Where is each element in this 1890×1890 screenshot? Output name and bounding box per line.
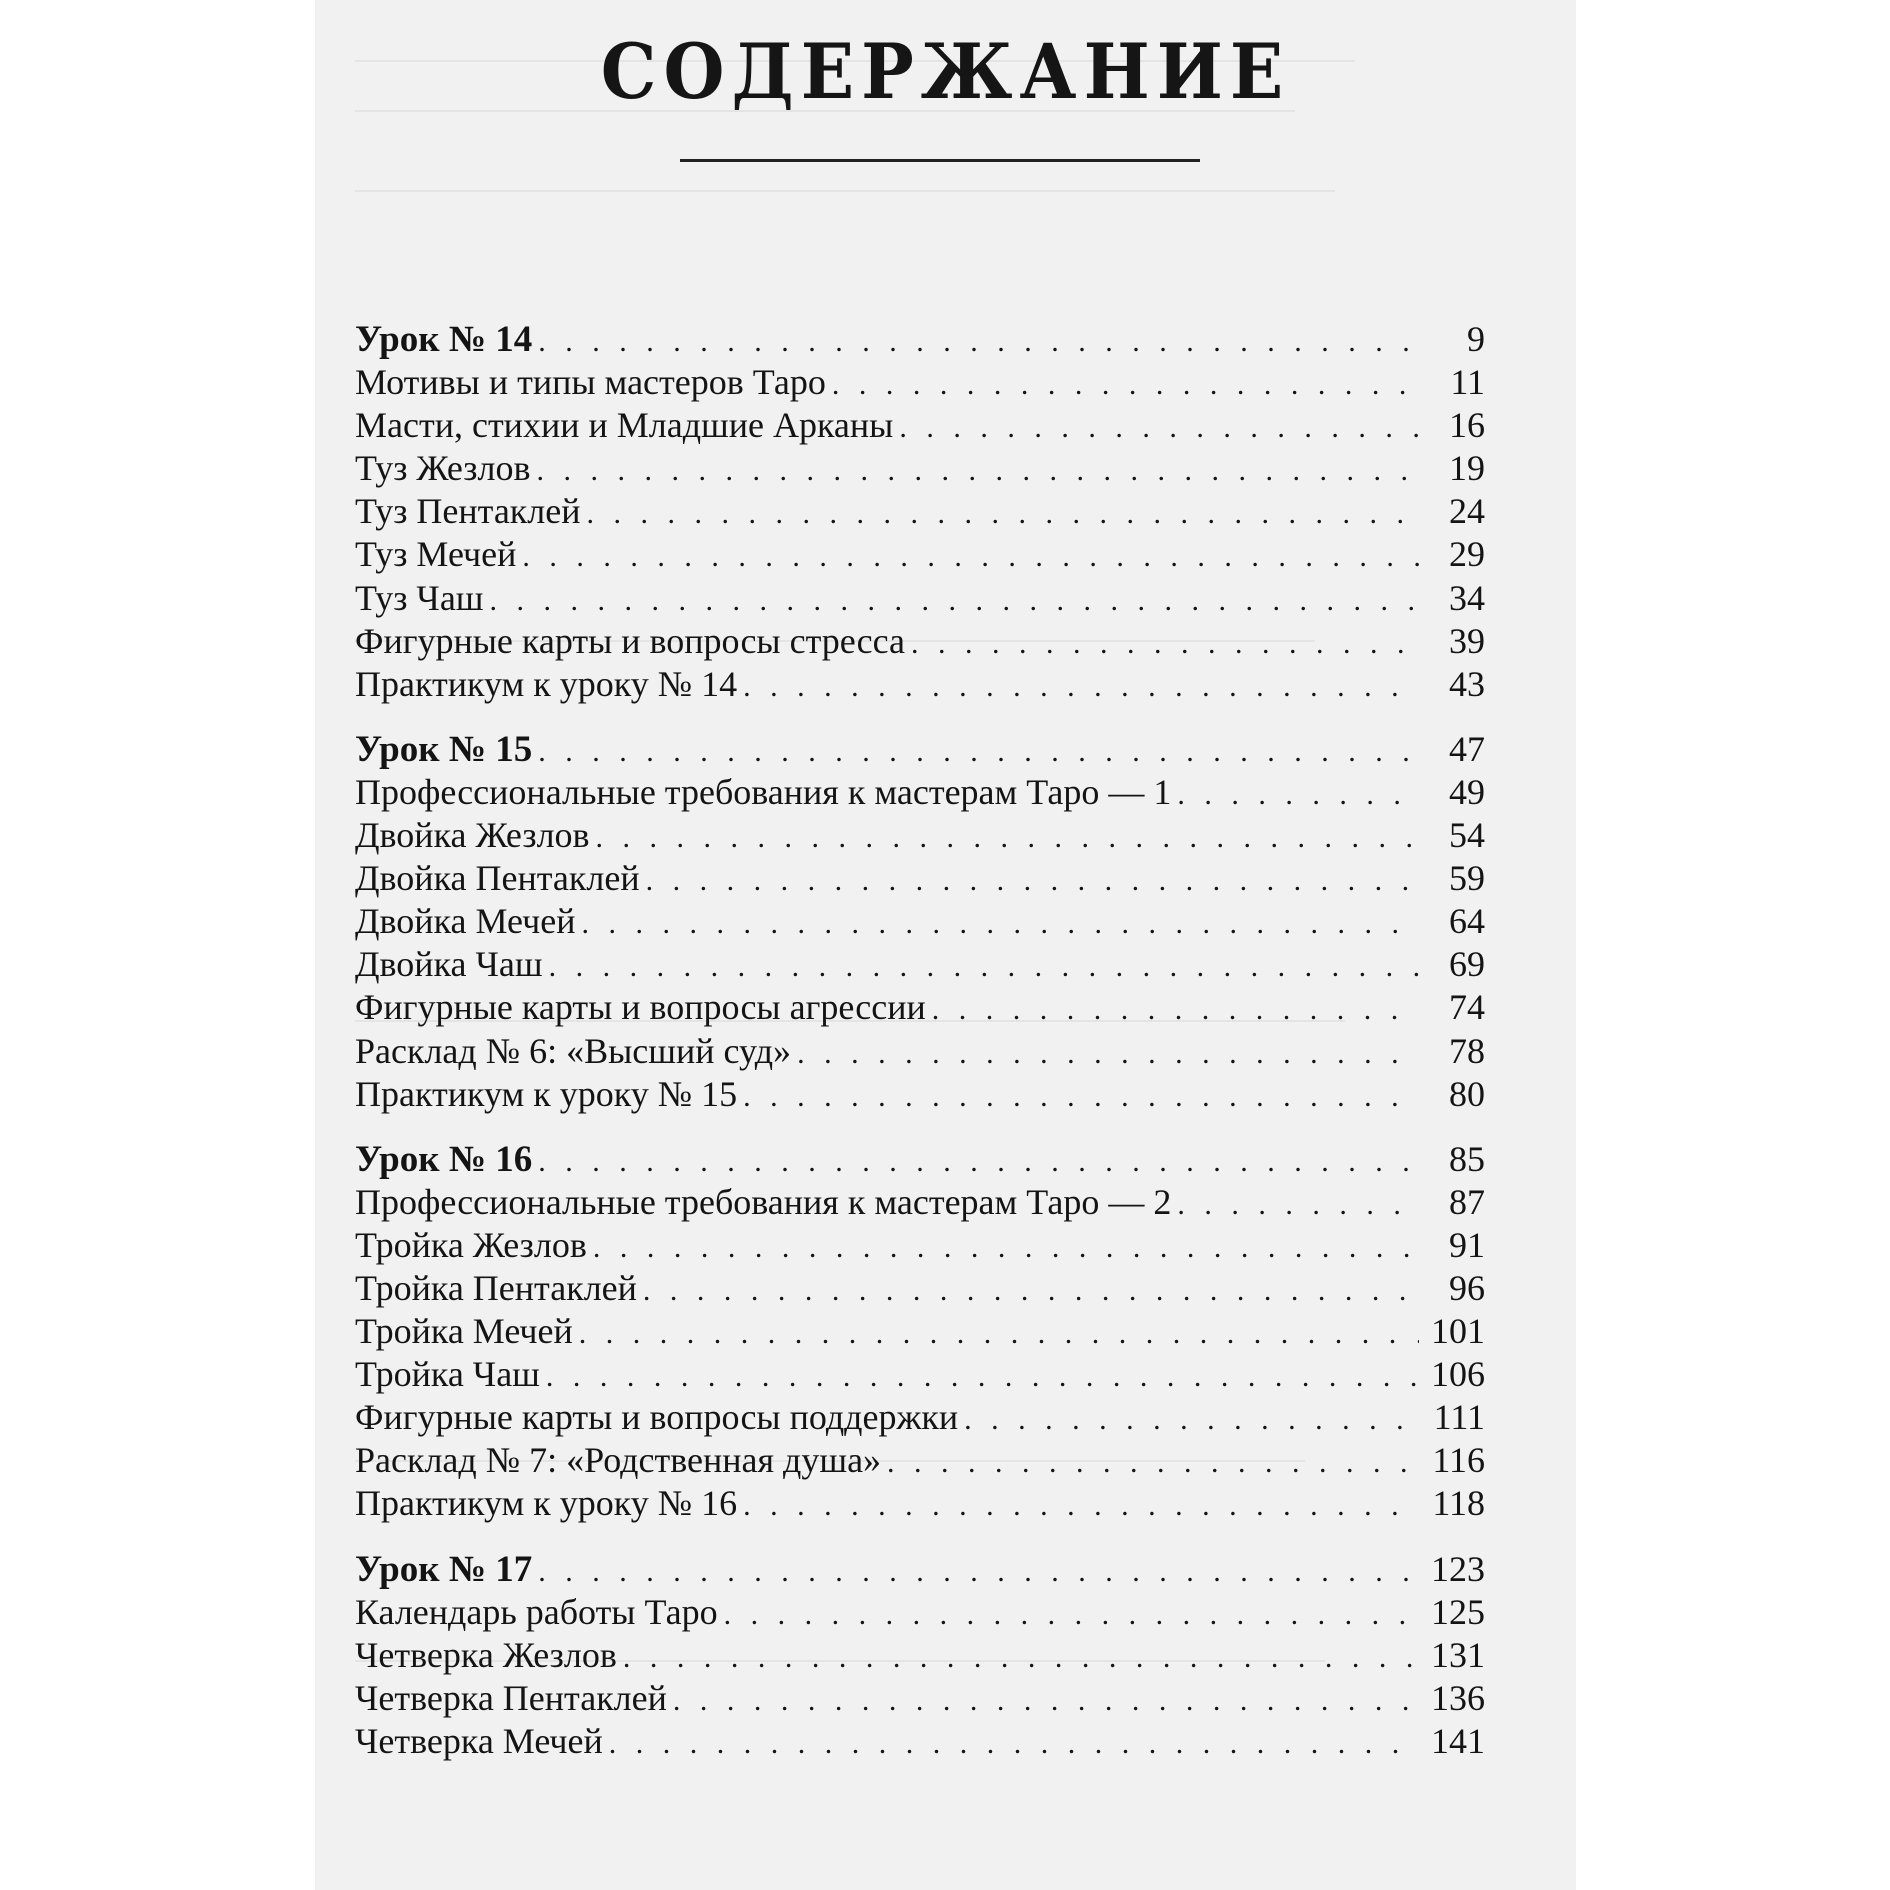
dot-leader — [549, 945, 1419, 988]
dot-leader — [522, 535, 1419, 578]
toc-entry-label: Урок № 15 — [355, 728, 533, 770]
toc-page-number: 78 — [1449, 1030, 1485, 1071]
toc-entry-label: Масти, стихии и Младшие Арканы — [355, 405, 894, 446]
toc-page-number: 91 — [1449, 1224, 1485, 1265]
dot-leader — [743, 665, 1419, 708]
toc-entry[interactable] — [355, 1310, 1485, 1353]
toc-entry[interactable] — [355, 1720, 1485, 1763]
dot-leader — [899, 406, 1419, 449]
dot-leader — [743, 1484, 1419, 1527]
toc-entry[interactable] — [355, 663, 1485, 706]
toc-entry-label: Двойка Пентаклей — [355, 858, 640, 899]
toc-section — [355, 1138, 1485, 1526]
toc-entry[interactable] — [355, 1224, 1485, 1267]
dot-leader — [911, 622, 1419, 665]
dot-leader — [743, 1075, 1419, 1118]
toc-section — [355, 1548, 1485, 1763]
dot-leader — [596, 816, 1419, 859]
toc-entry[interactable] — [355, 447, 1485, 490]
dot-leader — [1177, 1183, 1419, 1226]
dot-leader — [964, 1398, 1419, 1441]
toc-entry-label: Расклад № 7: «Родственная душа» — [355, 1440, 882, 1481]
dot-leader — [538, 1140, 1419, 1183]
page-title: СОДЕРЖАНИЕ — [600, 26, 1291, 117]
toc-entry[interactable] — [355, 404, 1485, 447]
toc-entry-label: Урок № 17 — [355, 1548, 533, 1590]
toc-entry[interactable] — [355, 1353, 1485, 1396]
toc-entry-label: Календарь работы Таро — [355, 1591, 718, 1632]
toc-page-number: 24 — [1449, 491, 1485, 532]
dot-leader — [797, 1032, 1419, 1075]
toc-entry[interactable] — [355, 533, 1485, 576]
dot-leader — [546, 1355, 1419, 1398]
toc-entry[interactable] — [355, 900, 1485, 943]
toc-section — [355, 728, 1485, 1116]
toc-page-number: 116 — [1432, 1440, 1485, 1481]
toc-entry[interactable] — [355, 857, 1485, 900]
toc-page-number: 11 — [1450, 362, 1485, 403]
dot-leader — [579, 1312, 1419, 1355]
dot-leader — [832, 363, 1419, 406]
toc-entry-label: Тройка Жезлов — [355, 1224, 587, 1265]
toc-entry[interactable] — [355, 1267, 1485, 1310]
dot-leader — [609, 1722, 1419, 1765]
dot-leader — [587, 492, 1419, 535]
toc-entry[interactable] — [355, 620, 1485, 663]
toc-page-number: 69 — [1449, 944, 1485, 985]
toc-entry-label: Фигурные карты и вопросы поддержки — [355, 1397, 959, 1438]
toc-page-number: 43 — [1449, 663, 1485, 704]
toc-page-number: 80 — [1449, 1073, 1485, 1114]
bleed-through-line — [355, 190, 1335, 192]
dot-leader — [593, 1226, 1419, 1269]
toc-page-number: 59 — [1449, 858, 1485, 899]
toc-entry-label: Практикум к уроку № 15 — [355, 1073, 738, 1114]
toc-entry-label: Тройка Пентаклей — [355, 1267, 637, 1308]
dot-leader — [490, 579, 1419, 622]
toc-entry-label: Расклад № 6: «Высший суд» — [355, 1030, 792, 1071]
toc-page-number: 39 — [1449, 620, 1485, 661]
toc-entry[interactable] — [355, 1030, 1485, 1073]
toc-page-number: 16 — [1449, 405, 1485, 446]
dot-leader — [538, 1550, 1419, 1593]
toc-page-number: 47 — [1449, 728, 1485, 769]
toc-entry-label: Тройка Мечей — [355, 1311, 573, 1352]
toc-entry[interactable] — [355, 1439, 1485, 1482]
dot-leader — [581, 902, 1419, 945]
toc-entry-label: Фигурные карты и вопросы стресса — [355, 620, 906, 661]
toc-entry-label: Урок № 14 — [355, 319, 533, 360]
toc-page-number: 19 — [1449, 448, 1485, 489]
toc-section — [355, 318, 1485, 706]
toc-entry-label: Четверка Пентаклей — [355, 1677, 667, 1718]
toc-page-number: 101 — [1431, 1311, 1485, 1352]
toc-page-number: 96 — [1449, 1267, 1485, 1308]
title-underline — [680, 159, 1200, 162]
toc-page-number: 123 — [1431, 1548, 1485, 1589]
toc-lesson-heading[interactable] — [355, 1138, 1485, 1181]
toc-entry-label: Четверка Мечей — [355, 1720, 603, 1761]
toc-entry[interactable] — [355, 1634, 1485, 1677]
toc-entry-label: Туз Пентаклей — [355, 491, 581, 532]
dot-leader — [643, 1269, 1419, 1312]
toc-page-number: 34 — [1449, 577, 1485, 618]
toc-page-number: 9 — [1467, 319, 1485, 359]
toc-page-number: 49 — [1449, 771, 1485, 812]
toc-page-number: 111 — [1433, 1397, 1485, 1438]
dot-leader — [538, 730, 1419, 773]
toc-entry-label: Двойка Жезлов — [355, 815, 590, 856]
toc-entry-label: Профессиональные требования к мастерам Таро — 2 — [355, 1181, 1172, 1222]
toc-entry[interactable] — [355, 1677, 1485, 1720]
toc-page-number: 29 — [1449, 534, 1485, 575]
toc-entry-label: Двойка Чаш — [355, 944, 543, 985]
toc-entry[interactable] — [355, 1073, 1485, 1116]
table-of-contents — [355, 318, 1485, 1763]
toc-entry-label: Туз Чаш — [355, 577, 484, 618]
book-page — [315, 0, 1576, 1890]
toc-entry[interactable] — [355, 1482, 1485, 1525]
dot-leader — [1177, 773, 1419, 816]
toc-entry-label: Двойка Мечей — [355, 901, 576, 942]
toc-lesson-heading[interactable] — [355, 728, 1485, 771]
toc-page-number: 136 — [1431, 1677, 1485, 1718]
toc-page-number: 118 — [1432, 1483, 1485, 1524]
toc-page-number: 141 — [1431, 1720, 1485, 1761]
toc-entry-label: Урок № 16 — [355, 1138, 533, 1180]
toc-entry[interactable] — [355, 986, 1485, 1029]
toc-entry[interactable] — [355, 490, 1485, 533]
toc-lesson-heading[interactable] — [355, 318, 1485, 361]
toc-entry-label: Четверка Жезлов — [355, 1634, 617, 1675]
dot-leader — [538, 320, 1419, 363]
toc-entry-label: Мотивы и типы мастеров Таро — [355, 362, 826, 403]
toc-page-number: 85 — [1449, 1138, 1485, 1179]
toc-entry[interactable] — [355, 1591, 1485, 1634]
toc-entry[interactable] — [355, 1181, 1485, 1224]
dot-leader — [646, 859, 1419, 902]
toc-entry[interactable] — [355, 814, 1485, 857]
toc-page-number: 54 — [1449, 815, 1485, 856]
dot-leader — [887, 1441, 1419, 1484]
toc-page-number: 106 — [1431, 1354, 1485, 1395]
toc-entry-label: Туз Жезлов — [355, 448, 531, 489]
toc-entry-label: Профессиональные требования к мастерам Таро — 1 — [355, 771, 1172, 812]
toc-entry-label: Практикум к уроку № 16 — [355, 1483, 738, 1524]
toc-entry[interactable] — [355, 771, 1485, 814]
toc-entry-label: Туз Мечей — [355, 534, 517, 575]
dot-leader — [536, 449, 1419, 492]
toc-page-number: 125 — [1431, 1591, 1485, 1632]
toc-page-number: 64 — [1449, 901, 1485, 942]
toc-entry[interactable] — [355, 361, 1485, 404]
toc-entry[interactable] — [355, 943, 1485, 986]
dot-leader — [673, 1679, 1419, 1722]
dot-leader — [724, 1593, 1419, 1636]
dot-leader — [623, 1636, 1419, 1679]
toc-page-number: 87 — [1449, 1181, 1485, 1222]
toc-page-number: 131 — [1431, 1634, 1485, 1675]
toc-entry-label: Практикум к уроку № 14 — [355, 663, 738, 704]
toc-lesson-heading[interactable] — [355, 1548, 1485, 1591]
toc-entry-label: Тройка Чаш — [355, 1354, 540, 1395]
toc-entry[interactable] — [355, 577, 1485, 620]
dot-leader — [932, 988, 1419, 1031]
toc-page-number: 74 — [1449, 987, 1485, 1028]
toc-entry-label: Фигурные карты и вопросы агрессии — [355, 987, 926, 1028]
toc-entry[interactable] — [355, 1396, 1485, 1439]
